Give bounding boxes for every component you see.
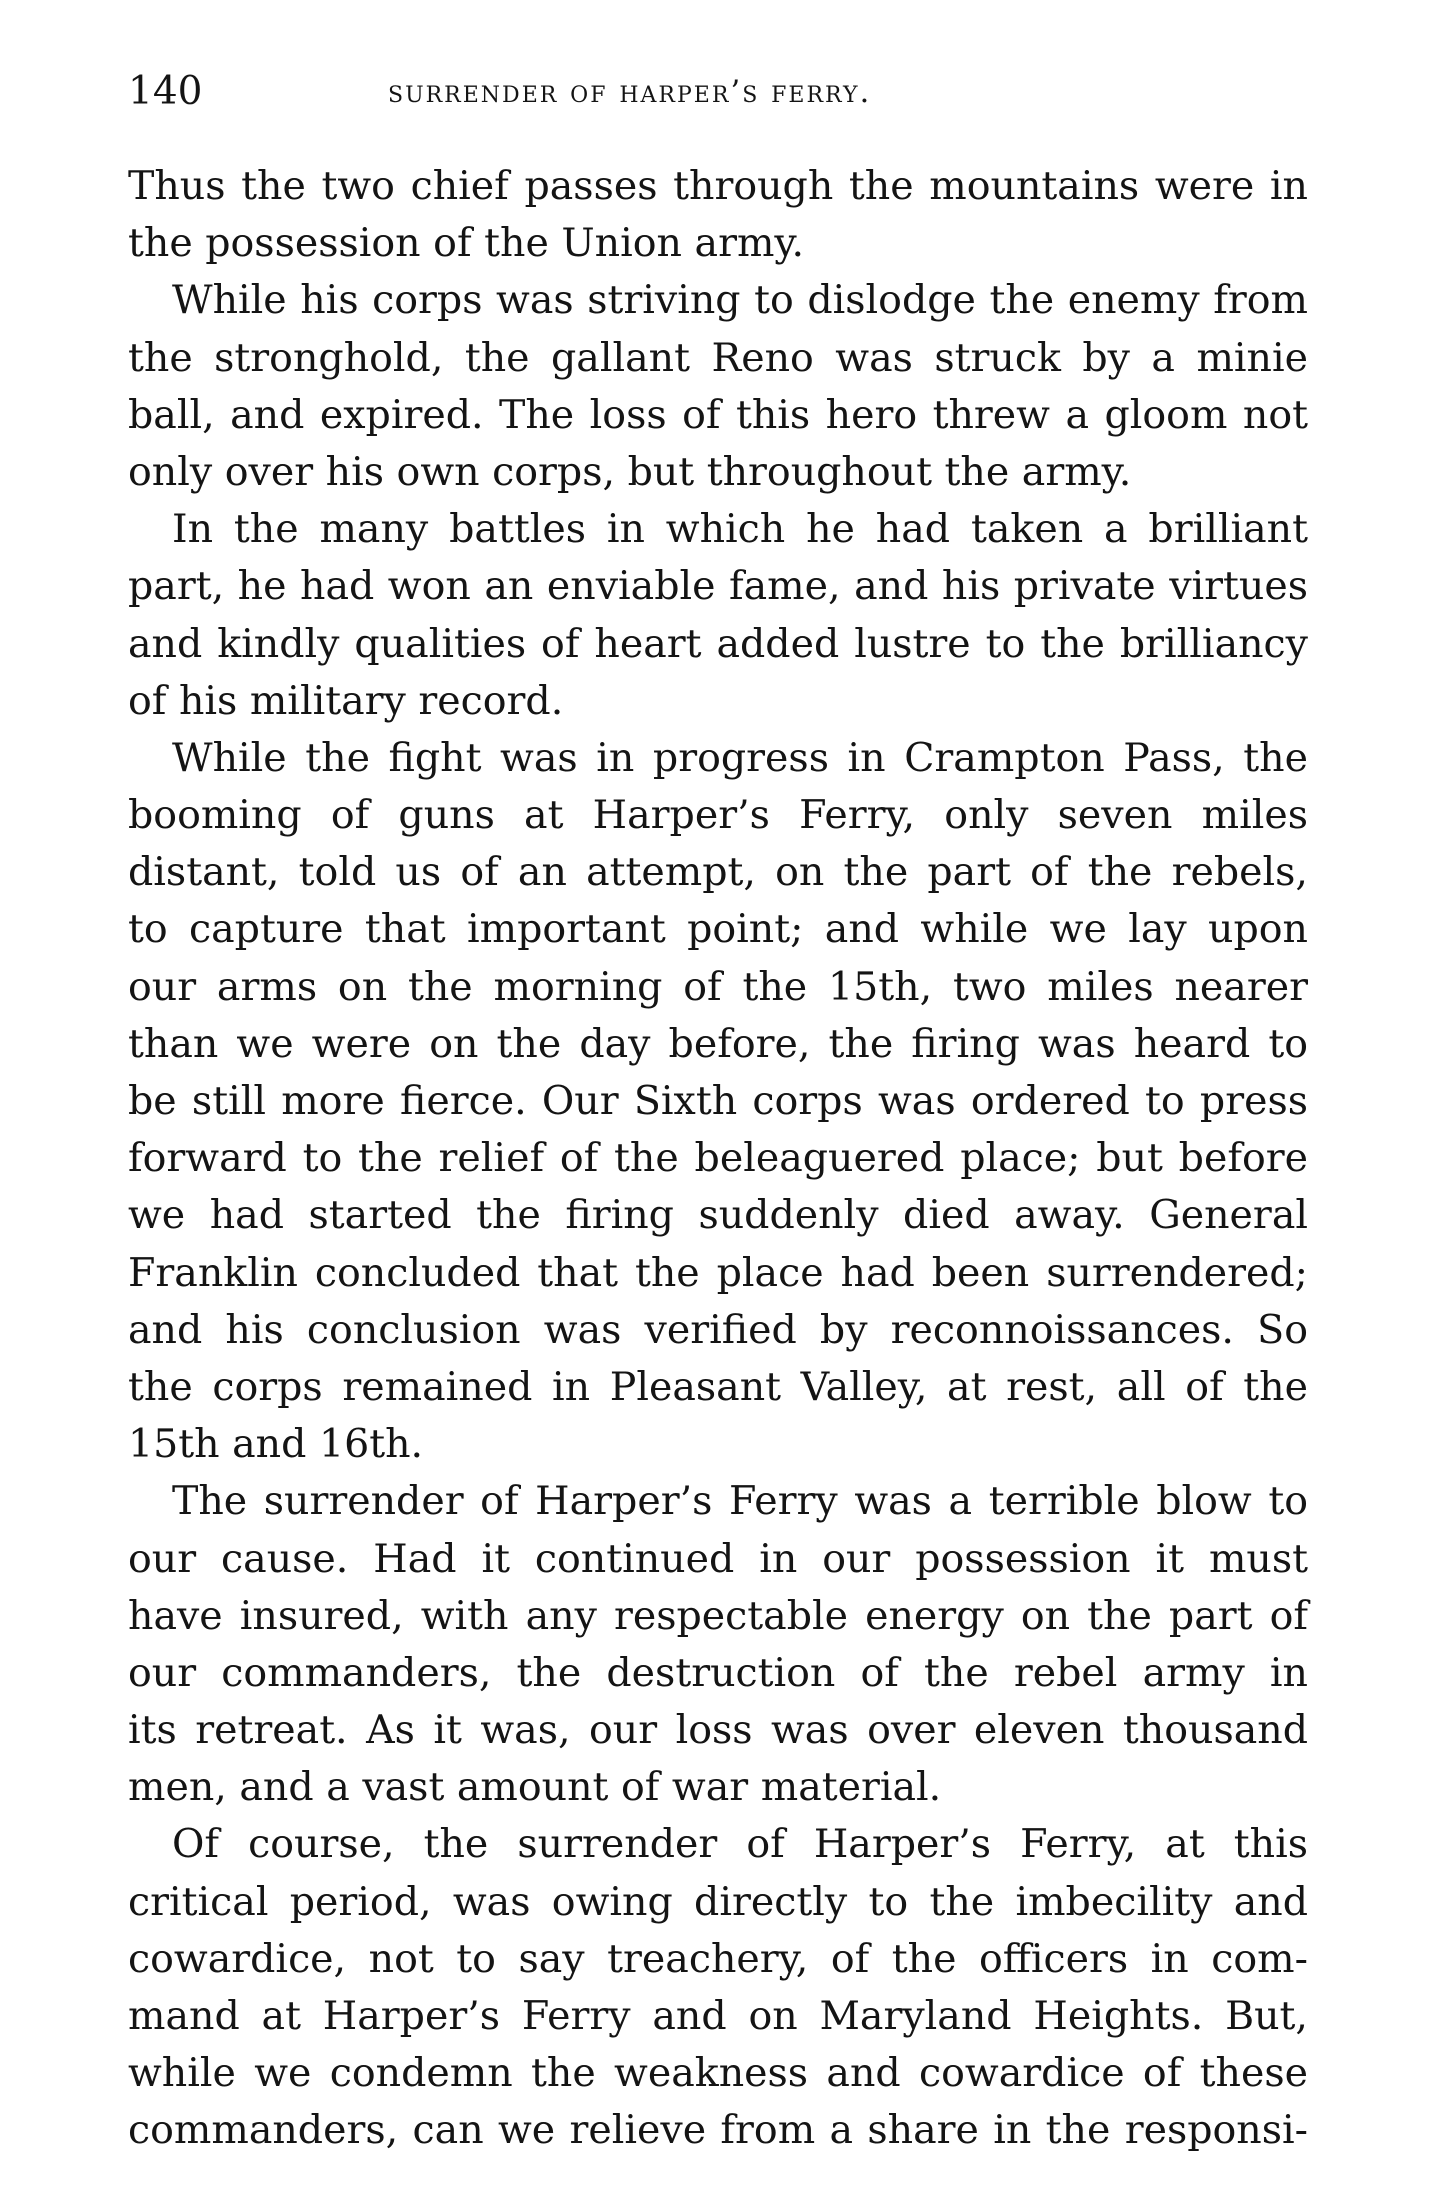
text-line: Franklin concluded that the place had been surrendered; <box>128 1249 1308 1296</box>
text-line: ball, and expired. The loss of this hero threw a gloom not <box>128 391 1308 438</box>
text-line: cowardice, not to say treachery, of the officers in com- <box>128 1935 1308 1982</box>
text-line: forward to the relief of the beleaguered place; but before <box>128 1135 1308 1182</box>
text-line: 15th and 16th. <box>128 1421 424 1468</box>
text-line: booming of guns at Harper’s Ferry, only seven miles <box>128 792 1308 839</box>
text-line: critical period, was owing directly to the imbecility and <box>128 1878 1308 1925</box>
text-line: distant, told us of an attempt, on the part of the rebels, <box>128 849 1308 896</box>
text-line: have insured, with any respectable energy on the part of <box>128 1592 1308 1639</box>
text-line: be still more fierce. Our Sixth corps was ordered to press <box>128 1078 1308 1124</box>
text-line: than we were on the day before, the firing was heard to <box>128 1020 1308 1067</box>
text-line: our arms on the morning of the 15th, two miles nearer <box>128 963 1308 1010</box>
text-line: our cause. Had it continued in our possession it must <box>128 1535 1308 1582</box>
text-line: commanders, can we relieve from a share in the responsi- <box>128 2107 1308 2154</box>
text-line: While the fight was in progress in Crampton Pass, the <box>172 734 1308 781</box>
text-line: the corps remained in Pleasant Valley, at rest, all of the <box>128 1363 1308 1410</box>
text-line: Thus the two chief passes through the mountains were in <box>128 163 1308 209</box>
text-line: we had started the firing suddenly died away. General <box>128 1192 1308 1239</box>
text-line: Of course, the surrender of Harper’s Ferry, at this <box>172 1821 1308 1868</box>
text-line: while we condemn the weakness and cowardice of these <box>128 2050 1308 2097</box>
text-line: mand at Harper’s Ferry and on Maryland Heights. But, <box>128 1993 1308 2039</box>
text-line: to capture that important point; and while we lay upon <box>128 906 1308 953</box>
text-line: only over his own corps, but throughout the army. <box>128 448 1132 495</box>
text-line: part, he had won an enviable fame, and his private virtues <box>128 563 1308 610</box>
text-line: men, and a vast amount of war material. <box>128 1764 942 1811</box>
text-line: our commanders, the destruction of the rebel army in <box>128 1649 1308 1696</box>
running-title: surrender of harper’s ferry. <box>388 74 872 110</box>
text-line: In the many battles in which he had taken a brilliant <box>172 506 1308 553</box>
body-text <box>128 158 1308 2160</box>
text-line: of his military record. <box>128 677 564 724</box>
text-line: While his corps was striving to dislodge the enemy from <box>172 277 1308 324</box>
running-head <box>128 62 1308 122</box>
text-line: The surrender of Harper’s Ferry was a terrible blow to <box>172 1478 1308 1525</box>
text-line: its retreat. As it was, our loss was over eleven thousand <box>128 1707 1308 1754</box>
text-line: the possession of the Union army. <box>128 220 805 267</box>
page-number: 140 <box>128 69 203 114</box>
text-line: and kindly qualities of heart added lustre to the brilliancy <box>128 620 1308 667</box>
text-line: and his conclusion was verified by reconnoissances. So <box>128 1306 1308 1353</box>
text-line: the stronghold, the gallant Reno was struck by a minie <box>128 334 1308 381</box>
